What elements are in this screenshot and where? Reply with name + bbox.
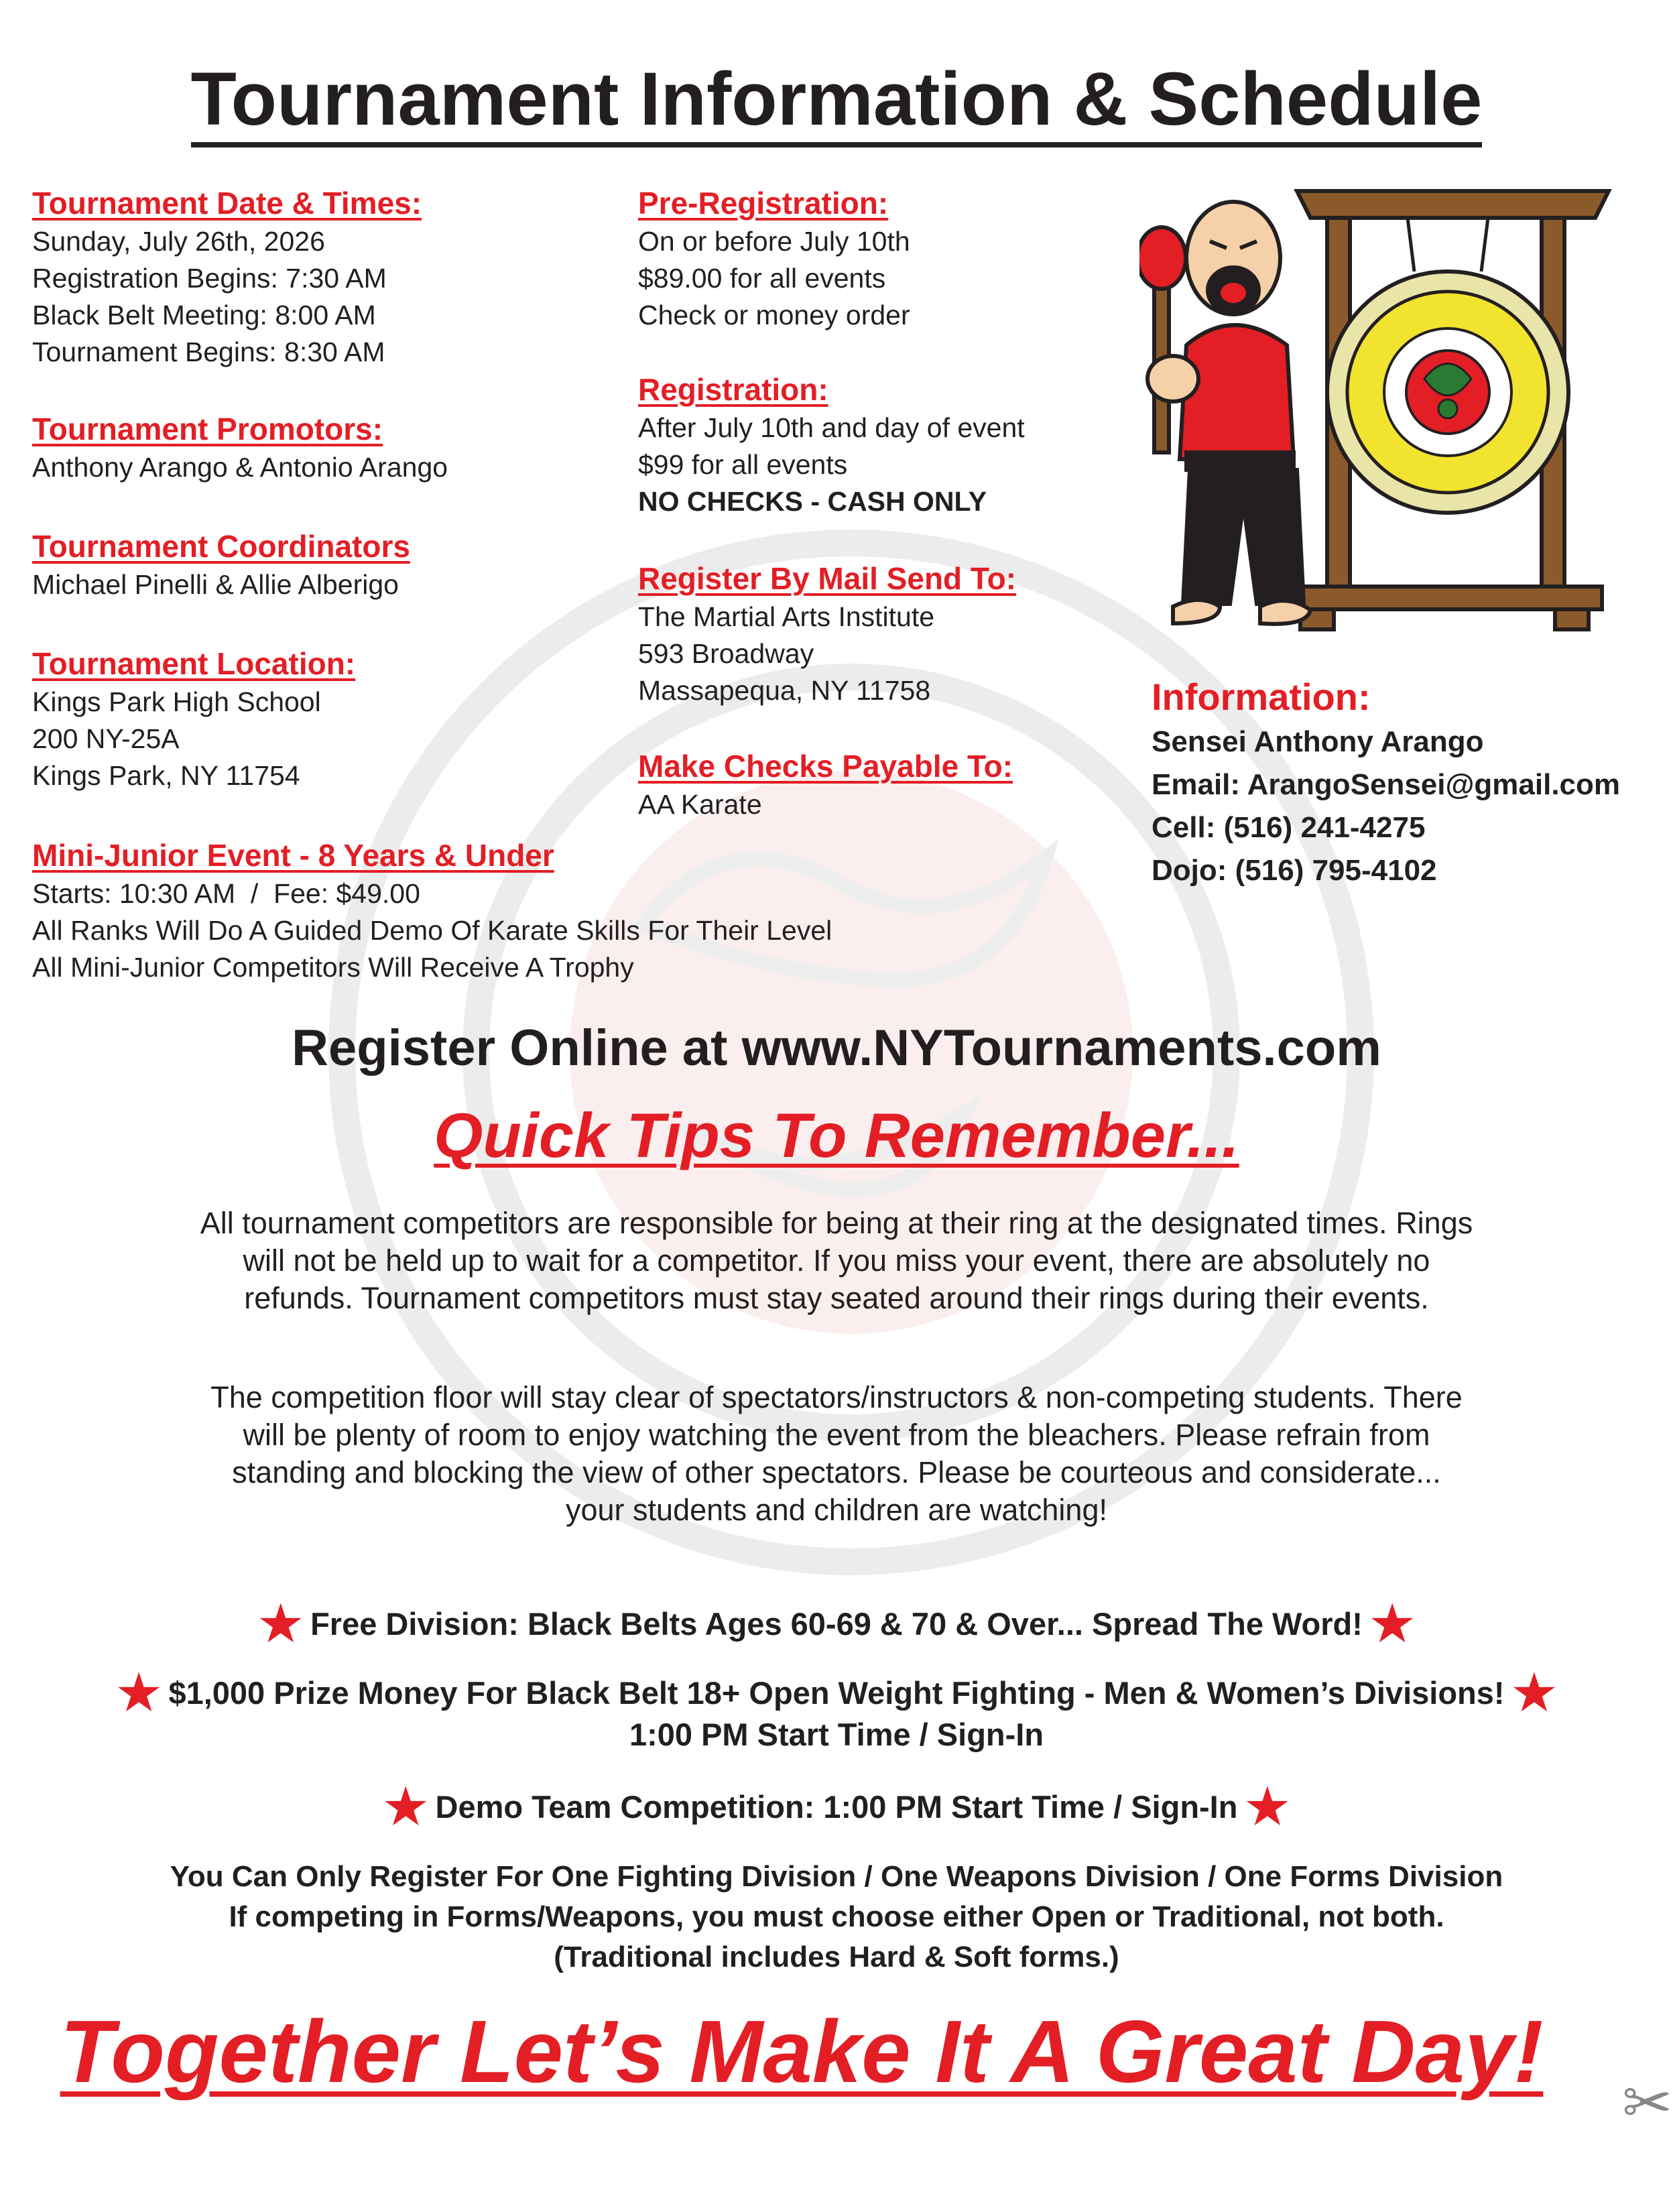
location-city: Kings Park, NY 11754 [32, 759, 300, 791]
contact-dojo: Dojo: (516) 795-4102 [1152, 854, 1437, 887]
free-division-line [0, 1597, 1673, 1651]
tips-p2-line: standing and blocking the view of other spectators. Please be courteous and considerate... [232, 1455, 1441, 1489]
location-street: 200 NY-25A [32, 723, 180, 754]
closing-slogan: Together Let’s Make It A Great Day! [60, 2002, 1544, 2101]
payable-heading: Make Checks Payable To: [638, 749, 1013, 784]
register-online-line: Register Online at www.NYTournaments.com [292, 1020, 1381, 1077]
star-icon: ★ [117, 1666, 161, 1720]
tips-p1-line: All tournament competitors are responsible for being at their ring at the designated times. Rings [200, 1206, 1473, 1240]
registration-fee: $99 for all events [638, 448, 848, 480]
mail-street: 593 Broadway [638, 637, 814, 669]
rule-line: If competing in Forms/Weapons, you must choose either Open or Traditional, not both. [229, 1900, 1444, 1933]
gong-logo [1327, 271, 1568, 513]
star-icon: ★ [383, 1780, 428, 1834]
date-times-section [32, 184, 422, 371]
coordinators-heading: Tournament Coordinators [32, 529, 410, 564]
demo-team-line [0, 1780, 1673, 1834]
promotors-names: Anthony Arango & Antonio Arango [32, 451, 448, 483]
registration-cash-only: NO CHECKS - CASH ONLY [638, 485, 987, 517]
tips-paragraph-1 [40, 1205, 1633, 1317]
rule-line: You Can Only Register For One Fighting Division / One Weapons Division / One Forms Division [170, 1860, 1503, 1893]
demo-team-text: Demo Team Competition: 1:00 PM Start Time / Sign-In [435, 1789, 1238, 1825]
tips-paragraph-2 [40, 1379, 1633, 1529]
mail-section [638, 560, 1016, 709]
rule-line: (Traditional includes Hard & Soft forms.) [554, 1941, 1119, 1973]
promotors-section [32, 410, 448, 486]
mini-junior-heading: Mini-Junior Event - 8 Years & Under [32, 838, 554, 873]
scissors-icon: ✂ [1622, 2070, 1673, 2137]
payable-section [638, 747, 1013, 823]
mini-junior-section [32, 837, 832, 986]
pre-registration-payment: Check or money order [638, 299, 910, 330]
star-icon: ★ [1370, 1597, 1414, 1651]
black-belt-meeting-line: Black Belt Meeting: 8:00 AM [32, 299, 376, 330]
registration-heading: Registration: [638, 372, 828, 407]
free-division-text: Free Division: Black Belts Ages 60-69 & 70 & Over... Spread The Word! [310, 1606, 1363, 1642]
prize-money-line [0, 1666, 1673, 1756]
promotors-heading: Tournament Promotors: [32, 412, 383, 446]
information-section [1152, 674, 1620, 892]
tips-p1-line: will not be held up to wait for a competitor. If you miss your event, there are absolutely no [243, 1243, 1430, 1278]
payable-name: AA Karate [638, 788, 762, 820]
quick-tips-heading: Quick Tips To Remember... [434, 1100, 1239, 1170]
mini-junior-trophy: All Mini-Junior Competitors Will Receive A Trophy [32, 951, 634, 983]
location-section [32, 645, 355, 794]
mail-name: The Martial Arts Institute [638, 601, 935, 632]
contact-email: Email: ArangoSensei@gmail.com [1152, 768, 1621, 801]
mail-heading: Register By Mail Send To: [638, 561, 1017, 596]
star-icon: ★ [1245, 1780, 1289, 1834]
tips-p2-line: your students and children are watching! [566, 1493, 1107, 1527]
star-icon: ★ [259, 1597, 303, 1651]
prize-money-text: $1,000 Prize Money For Black Belt 18+ Open Weight Fighting - Men & Women’s Divisions! [168, 1675, 1505, 1711]
coordinators-names: Michael Pinelli & Allie Alberigo [32, 568, 399, 600]
star-icon: ★ [1512, 1666, 1556, 1720]
prize-time-text: 1:00 PM Start Time / Sign-In [629, 1717, 1044, 1752]
registration-section [638, 371, 1025, 520]
contact-name: Sensei Anthony Arango [1152, 725, 1484, 758]
tournament-begins-line: Tournament Begins: 8:30 AM [32, 336, 385, 367]
location-name: Kings Park High School [32, 686, 321, 717]
date-line: Sunday, July 26th, 2026 [32, 225, 325, 257]
mini-junior-start-fee: Starts: 10:30 AM / Fee: $49.00 [32, 877, 420, 909]
page-title: Tournament Information & Schedule [0, 62, 1673, 137]
contact-cell: Cell: (516) 241-4275 [1152, 811, 1426, 844]
registration-time-line: Registration Begins: 7:30 AM [32, 262, 387, 294]
pre-registration-heading: Pre-Registration: [638, 186, 889, 221]
tips-p2-line: The competition floor will stay clear of spectators/instructors & non-competing students. There [210, 1380, 1463, 1414]
pre-registration-section [638, 184, 910, 334]
coordinators-section [32, 528, 410, 603]
location-heading: Tournament Location: [32, 646, 356, 681]
tips-p1-line: refunds. Tournament competitors must stay seated around their rings during their events. [244, 1281, 1429, 1315]
registration-rules [0, 1857, 1673, 1977]
pre-registration-deadline: On or before July 10th [638, 225, 910, 257]
tips-p2-line: will be plenty of room to enjoy watching the event from the bleachers. Please refrain from [243, 1418, 1430, 1452]
mail-city: Massapequa, NY 11758 [638, 674, 931, 706]
karate-mascot-illustration [1139, 178, 1622, 660]
date-times-heading: Tournament Date & Times: [32, 186, 422, 221]
registration-timing: After July 10th and day of event [638, 412, 1025, 443]
information-heading: Information: [1152, 676, 1371, 718]
mini-junior-demo: All Ranks Will Do A Guided Demo Of Karate Skills For Their Level [32, 914, 832, 946]
pre-registration-fee: $89.00 for all events [638, 262, 886, 294]
